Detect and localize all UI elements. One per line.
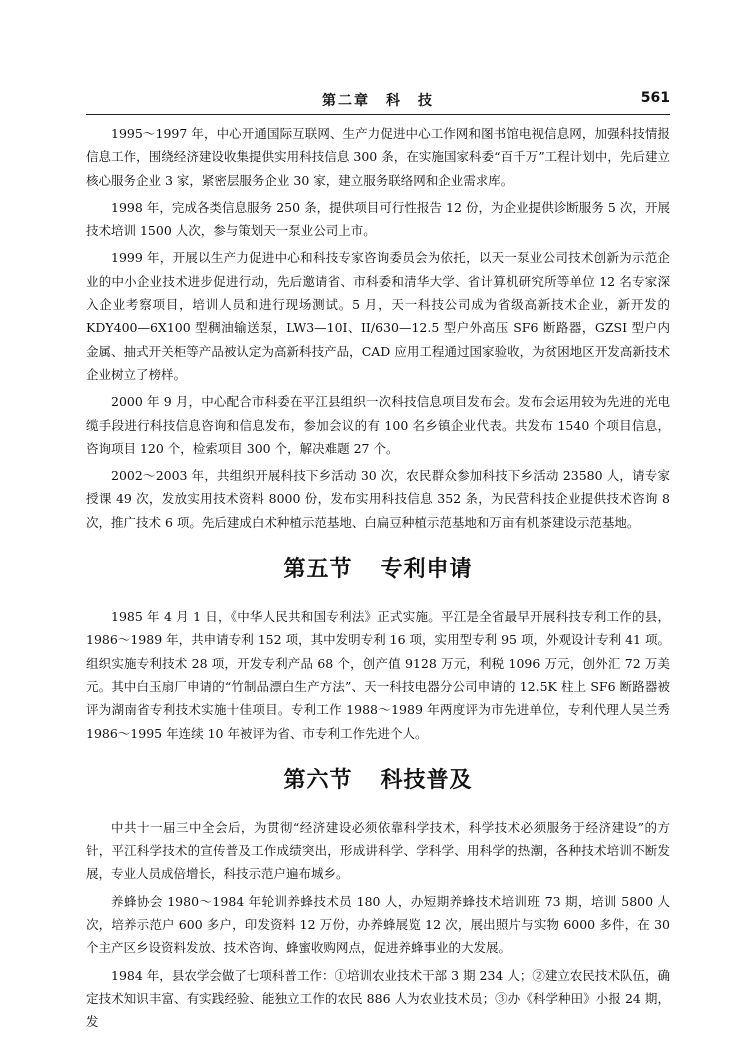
paragraph: 1985 年 4 月 1 日，《中华人民共和国专利法》正式实施。平江是全省最早开展科技专利工作的县，1986～1989 年，共申请专利 152 项，其中发明专利 16 项，实用型专利 95 项，外观设计专利 41 项。组织实施专利技术 28 项，开发专利产品 68 个，创产值 9128 万元，利税 1096 万元，创外汇 72 万美元。其中白玉扇厂申请的“竹制品漂白生产方法”、天一科技电器分公司申请的 12.5K 柱上 SF6 断路器被评为湖南省专利技术实施十佳项目。专利工作 1988～1989 年两度评为市先进单位，专利代理人吴兰秀 1986～1995 年连续 10 年被评为省、市专利工作先进个人。 bbox=[86, 609, 670, 741]
page-header bbox=[86, 88, 670, 115]
section-heading-patents bbox=[86, 552, 670, 583]
paragraph: 1984 年，县农学会做了七项科普工作：①培训农业技术干部 3 期 234 人；②建立农民技术队伍，确定技术知识丰富、有实践经验、能独立工作的农民 886 人为农业技术员；③办《科学种田》小报 24 期，发 bbox=[86, 967, 670, 1030]
paragraph: 中共十一届三中全会后，为贯彻“经济建设必须依靠科学技术，科学技术必须服务于经济建设”的方针，平江科学技术的宣传普及工作成绩突出，形成讲科学、学科学、用科学的热潮，各种技术培训不断发展，专业人员成倍增长，科技示范户遍布城乡。 bbox=[86, 819, 670, 882]
section-title: 科技普及 bbox=[380, 767, 473, 793]
paragraph: 2000 年 9 月，中心配合市科委在平江县组织一次科技信息项目发布会。发布会运用较为先进的光电缆手段进行科技信息咨询和信息发布，参加会议的有 100 名乡镇企业代表。共发布 1540 个项目信息，咨询项目 120 个，检索项目 300 个，解决难题 27 个。 bbox=[86, 394, 670, 456]
page-body bbox=[86, 122, 670, 1038]
paragraph: 1999 年，开展以生产力促进中心和科技专家咨询委员会为依托，以天一泵业公司技术创新为示范企业的中小企业技术进步促进行动，先后邀请省、市科委和清华大学、省计算机研究所等单位 12 名专家深入企业考察项目，培训人员和进行现场测试。5 月，天一科技公司成为省级高新技术企业，新开发的 KDY400—6X100 型稠油输送泵，LW3—10I、II/630—12.5 型户外高压 SF6 断路器，GZSI 型户内金属、抽式开关柜等产品被认定为高新科技产品，CAD 应用工程通过国家验收，为贫困地区开发高新技术企业树立了榜样。 bbox=[86, 250, 670, 382]
section-number: 第五节 bbox=[283, 557, 353, 583]
paragraph: 养蜂协会 1980～1984 年轮训养蜂技术员 180 人，办短期养蜂技术培训班 73 期，培训 5800 人次，培养示范户 600 多户，印发资料 12 万份，办养蜂展览 12 次，展出照片与实物 6000 多件，在 30 个主产区乡设资料发放、技术咨询、蜂蜜收购网点，促进养蜂事业的大发展。 bbox=[86, 893, 670, 956]
section-number: 第六节 bbox=[283, 767, 353, 793]
paragraph: 2002～2003 年，共组织开展科技下乡活动 30 次，农民群众参加科技下乡活动 23580 人，请专家授课 49 次，发放实用技术资料 8000 份，发布实用科技信息 352 条，为民营科技企业提供技术咨询 8 次，推广技术 6 项。先后建成白术种植示范基地、白扁豆种植示范基地和万亩有机茶建设示范基地。 bbox=[86, 468, 670, 530]
paragraph: 1995～1997 年，中心开通国际互联网、生产力促进中心工作网和图书馆电视信息网，加强科技情报信息工作，围绕经济建设收集提供实用科技信息 300 条，在实施国家科委“百千万”工程计划中，先后建立核心服务企业 3 家，紧密层服务企业 30 家，建立服务联络网和企业需求库。 bbox=[86, 126, 670, 188]
page-number: 561 bbox=[640, 90, 670, 106]
chapter-title: 第二章 科 技 bbox=[322, 93, 434, 109]
paragraph: 1998 年，完成各类信息服务 250 条，提供项目可行性报告 12 份，为企业提供诊断服务 5 次，开展技术培训 1500 人次，参与策划天一泵业公司上市。 bbox=[86, 199, 670, 239]
section-heading-popularization bbox=[86, 763, 670, 794]
section-title: 专利申请 bbox=[380, 557, 473, 583]
